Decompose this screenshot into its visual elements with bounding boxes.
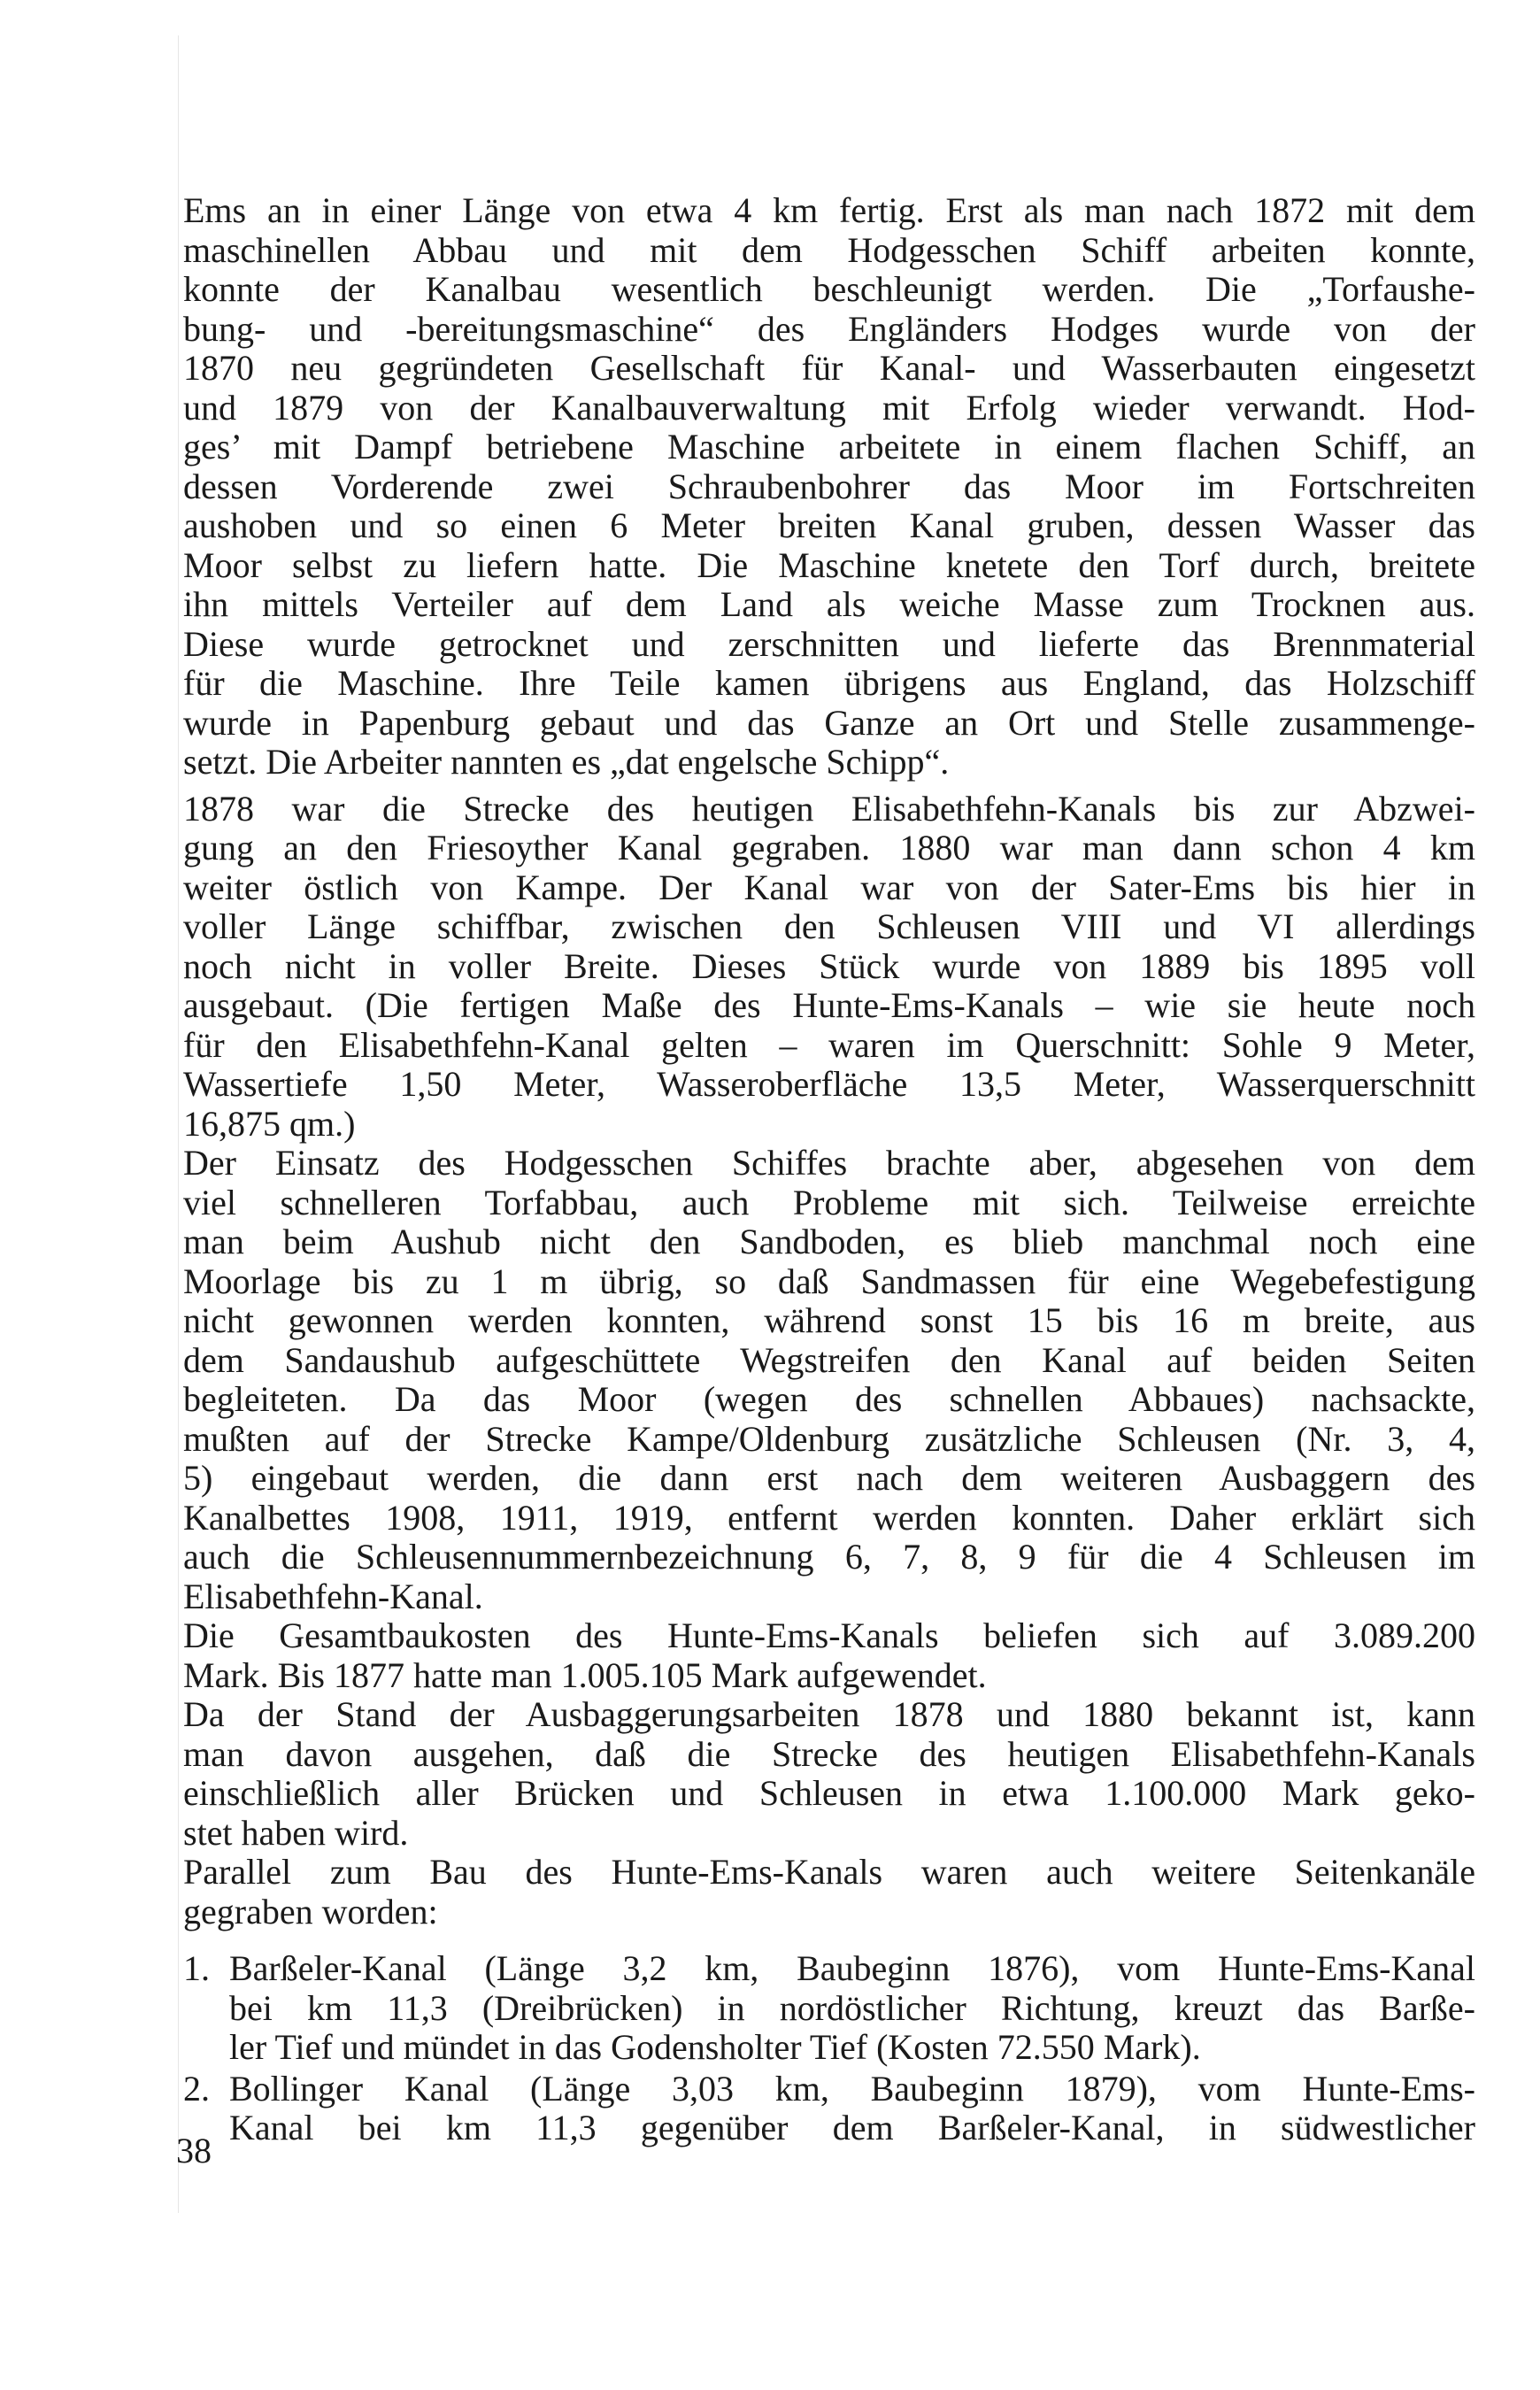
page-body xyxy=(183,191,1475,2148)
text-line: maschinellen Abbau und mit dem Hodgesschen Schiff arbeiten konnte, xyxy=(183,229,1475,270)
text-line: Diese wurde getrocknet und zerschnitten und lieferte das Brennmaterial xyxy=(183,623,1475,664)
text-line: Die Gesamtbaukosten des Hunte-Ems-Kanals beliefen sich auf 3.089.200 xyxy=(183,1615,1475,1655)
text-line: für die Maschine. Ihre Teile kamen übrigens aus England, das Holzschiff xyxy=(183,663,1475,703)
text-line: mußten auf der Strecke Kampe/Oldenburg zusätzliche Schleusen (Nr. 3, 4, xyxy=(183,1418,1475,1459)
text-line: konnte der Kanalbau wesentlich beschleunigt werden. Die „Torfaushe- xyxy=(183,269,1475,309)
text-line: und 1879 von der Kanalbauverwaltung mit Erfolg wieder verwandt. Hod- xyxy=(183,387,1475,428)
text-line: Wassertiefe 1,50 Meter, Wasseroberfläche 13,5 Meter, Wasserquerschnitt xyxy=(183,1064,1475,1104)
text-line: viel schnelleren Torfabbau, auch Probleme mit sich. Teilweise erreichte xyxy=(183,1182,1475,1222)
text-line: bung- und -bereitungsmaschine“ des Engländers Hodges wurde von der xyxy=(183,308,1475,349)
text-line: begleiteten. Da das Moor (wegen des schnellen Abbaues) nachsackte, xyxy=(183,1379,1475,1419)
text-line: Elisabethfehn-Kanal. xyxy=(183,1576,483,1616)
text-line: 1870 neu gegründeten Gesellschaft für Kanal- und Wasserbauten eingesetzt xyxy=(183,348,1475,388)
text-line: ges’ mit Dampf betriebene Maschine arbeitete in einem flachen Schiff, an xyxy=(183,427,1475,466)
paragraph xyxy=(183,1144,1475,1616)
paragraph xyxy=(183,191,1475,783)
text-line: noch nicht in voller Breite. Dieses Stück wurde von 1889 bis 1895 voll xyxy=(183,945,1475,986)
text-line: gegraben worden: xyxy=(183,1891,438,1931)
text-line: aushoben und so einen 6 Meter breiten Kanal gruben, dessen Wasser das xyxy=(183,505,1475,545)
list-item-number: 1. xyxy=(183,1948,210,1988)
text-line: Kanal bei km 11,3 gegenüber dem Barßeler-Kanal, in südwestlicher xyxy=(229,2108,1475,2147)
text-line: Moor selbst zu liefern hatte. Die Maschine knetete den Torf durch, breitete xyxy=(183,544,1475,585)
page-margin-rule xyxy=(178,35,179,2213)
text-line: Da der Stand der Ausbaggerungsarbeiten 1878 und 1880 bekannt ist, kann xyxy=(183,1694,1475,1734)
text-line: Parallel zum Bau des Hunte-Ems-Kanals waren auch weitere Seitenkanäle xyxy=(183,1852,1475,1892)
text-line: weiter östlich von Kampe. Der Kanal war von der Sater-Ems bis hier in xyxy=(183,867,1475,907)
text-line: Der Einsatz des Hodgesschen Schiffes brachte aber, abgesehen von dem xyxy=(183,1143,1475,1183)
text-line: voller Länge schiffbar, zwischen den Schleusen VIII und VI allerdings xyxy=(183,906,1475,946)
list-item xyxy=(183,1949,1475,2068)
text-line: 16,875 qm.) xyxy=(183,1103,356,1144)
text-line: 5) eingebaut werden, die dann erst nach dem weiteren Ausbaggern des xyxy=(183,1458,1475,1498)
text-line: auch die Schleusennummernbezeichnung 6, 7, 8, 9 für die 4 Schleusen im xyxy=(183,1537,1475,1577)
text-line: ausgebaut. (Die fertigen Maße des Hunte-Ems-Kanals – wie sie heute noch xyxy=(183,985,1475,1025)
text-line: setzt. Die Arbeiter nannten es „dat engelsche Schipp“. xyxy=(183,742,950,782)
paragraph xyxy=(183,1853,1475,1931)
paragraphs xyxy=(183,191,1475,1931)
text-line: Mark. Bis 1877 hatte man 1.005.105 Mark aufgewendet. xyxy=(183,1654,987,1695)
paragraph xyxy=(183,1695,1475,1853)
text-line: Ems an in einer Länge von etwa 4 km fertig. Erst als man nach 1872 mit dem xyxy=(183,190,1475,230)
paragraph xyxy=(183,790,1475,1145)
text-line: man davon ausgehen, daß die Strecke des heutigen Elisabethfehn-Kanals xyxy=(183,1733,1475,1774)
text-line: gung an den Friesoyther Kanal gegraben. 1880 war man dann schon 4 km xyxy=(183,828,1475,867)
text-line: nicht gewonnen werden konnten, während sonst 15 bis 16 m breite, aus xyxy=(183,1300,1475,1340)
list-item-number: 2. xyxy=(183,2068,210,2109)
text-line: ihn mittels Verteiler auf dem Land als weiche Masse zum Trocknen aus. xyxy=(183,584,1475,624)
text-line: einschließlich aller Brücken und Schleusen in etwa 1.100.000 Mark geko- xyxy=(183,1773,1475,1813)
text-line: Barßeler-Kanal (Länge 3,2 km, Baubeginn 1876), vom Hunte-Ems-Kanal xyxy=(229,1948,1475,1988)
paragraph xyxy=(183,1616,1475,1695)
text-line: bei km 11,3 (Dreibrücken) in nordöstlicher Richtung, kreuzt das Barße- xyxy=(229,1987,1475,2028)
text-line: dem Sandaushub aufgeschüttete Wegstreifen den Kanal auf beiden Seiten xyxy=(183,1339,1475,1380)
text-line: Kanalbettes 1908, 1911, 1919, entfernt werden konnten. Daher erklärt sich xyxy=(183,1497,1475,1538)
text-line: dessen Vorderende zwei Schraubenbohrer das Moor im Fortschreiten xyxy=(183,466,1475,506)
numbered-list xyxy=(183,1949,1475,2148)
text-line: ler Tief und mündet in das Godensholter Tief (Kosten 72.550 Mark). xyxy=(229,2027,1201,2067)
page-number: 38 xyxy=(176,2131,212,2170)
text-line: Bollinger Kanal (Länge 3,03 km, Baubeginn 1879), vom Hunte-Ems- xyxy=(229,2068,1475,2109)
text-line: wurde in Papenburg gebaut und das Ganze an Ort und Stelle zusammenge- xyxy=(183,702,1475,743)
list-item xyxy=(183,2070,1475,2148)
text-line: Moorlage bis zu 1 m übrig, so daß Sandmassen für eine Wegebefestigung xyxy=(183,1261,1475,1301)
text-line: 1878 war die Strecke des heutigen Elisabethfehn-Kanals bis zur Abzwei- xyxy=(183,788,1475,829)
text-line: man beim Aushub nicht den Sandboden, es blieb manchmal noch eine xyxy=(183,1222,1475,1261)
text-line: für den Elisabethfehn-Kanal gelten – waren im Querschnitt: Sohle 9 Meter, xyxy=(183,1024,1475,1065)
text-line: stet haben wird. xyxy=(183,1812,409,1853)
